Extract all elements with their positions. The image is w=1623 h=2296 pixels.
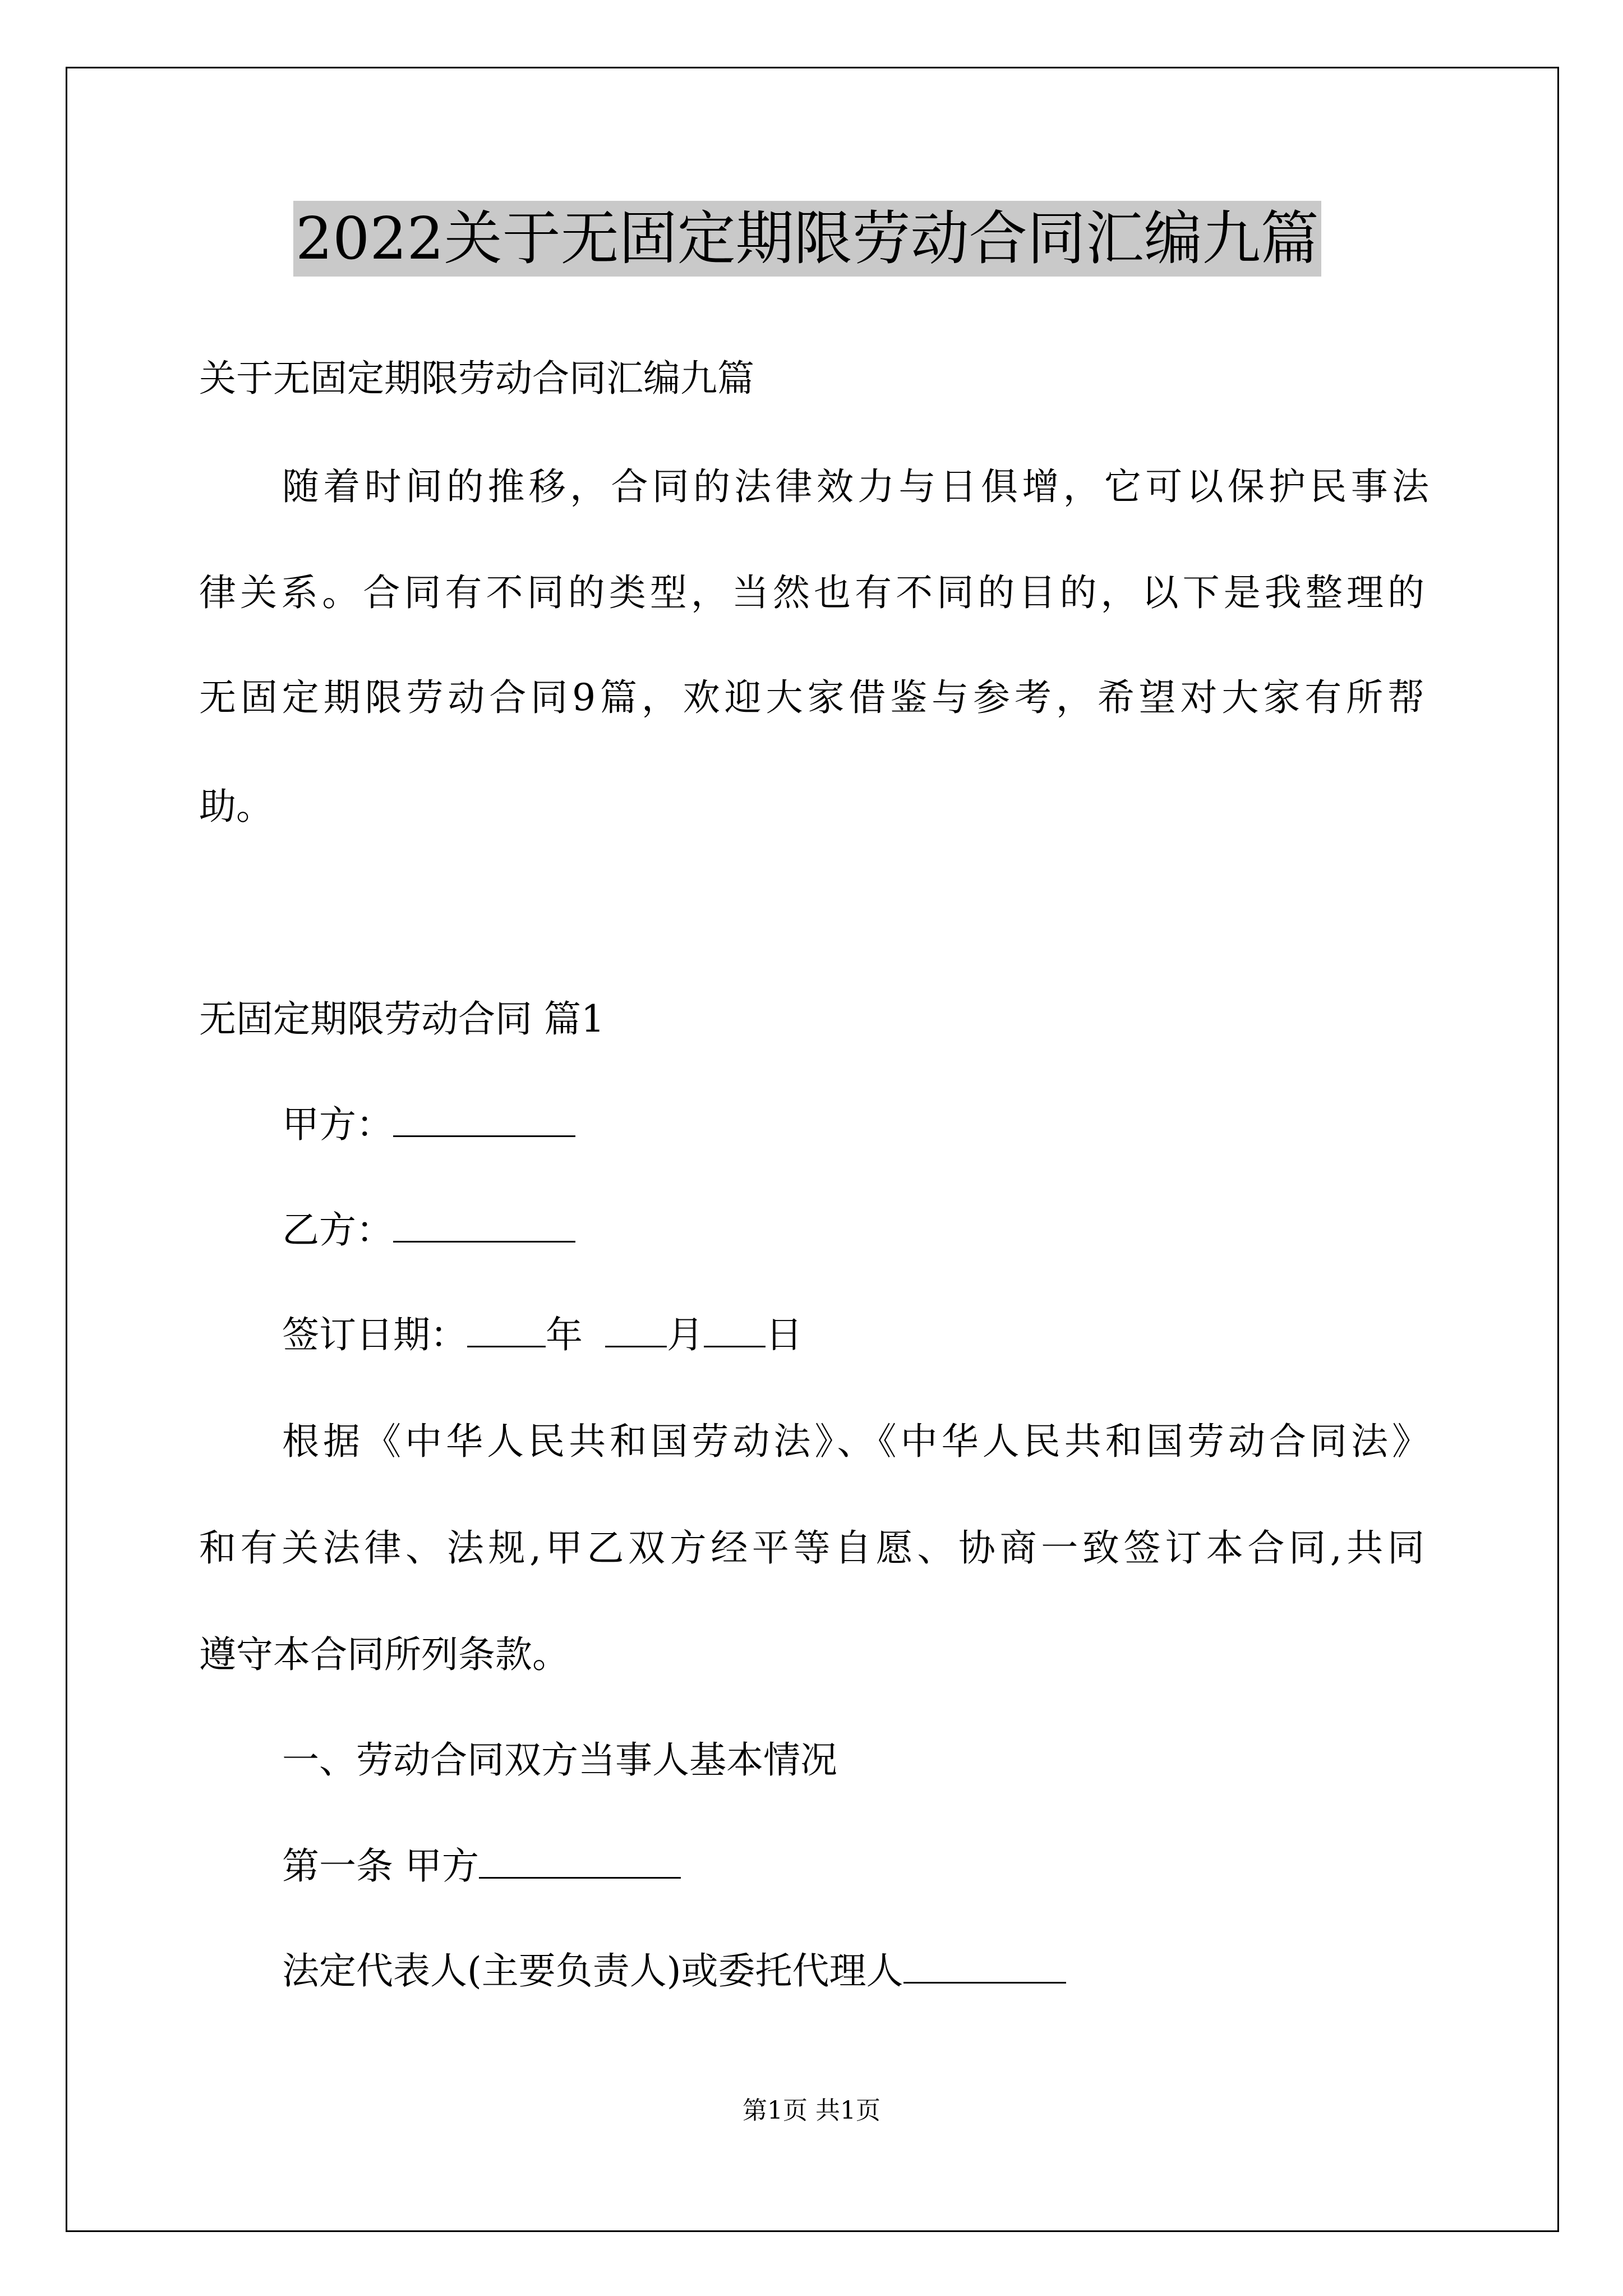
basis-line-3: 遵守本合同所列条款。 — [199, 1633, 569, 1676]
section-heading: 无固定期限劳动合同 篇1 — [199, 997, 605, 1041]
document-subtitle: 关于无固定期限劳动合同汇编九篇 — [199, 357, 754, 400]
party-a-row — [282, 1099, 575, 1150]
page-footer: 第1页 共1页 — [743, 2096, 880, 2125]
intro-line-2: 律关系。合同有不同的类型，当然也有不同的目的，以下是我整理的 — [199, 571, 1424, 614]
party-a-label: 甲方： — [282, 1103, 393, 1146]
intro-line-3: 无固定期限劳动合同9篇，欢迎大家借鉴与参考，希望对大家有所帮 — [199, 676, 1424, 719]
basis-line-1: 根据《中华人民共和国劳动法》、《中华人民共和国劳动合同法》 — [282, 1420, 1429, 1463]
sign-month-blank[interactable] — [605, 1312, 667, 1347]
sign-month-label: 月 — [667, 1313, 704, 1356]
sign-year-label: 年 — [546, 1313, 583, 1356]
party-b-row — [282, 1205, 575, 1255]
intro-line-1: 随着时间的推移，合同的法律效力与日俱增，它可以保护民事法 — [282, 465, 1429, 508]
basis-line-2: 和有关法律、法规,甲乙双方经平等自愿、协商一致签订本合同,共同 — [199, 1526, 1424, 1570]
sign-date-row — [282, 1310, 803, 1360]
sign-date-label: 签订日期： — [282, 1313, 467, 1356]
party-b-label: 乙方： — [282, 1208, 393, 1251]
article-1-label: 第一条 甲方 — [282, 1844, 479, 1888]
legal-rep-blank[interactable] — [903, 1948, 1066, 1984]
legal-rep-label: 法定代表人(主要负责人)或委托代理人 — [282, 1949, 903, 1993]
party-b-blank[interactable] — [393, 1207, 575, 1243]
intro-line-4: 助。 — [199, 785, 273, 828]
sign-day-label: 日 — [766, 1313, 803, 1356]
chapter-1-heading: 一、劳动合同双方当事人基本情况 — [282, 1738, 837, 1782]
legal-rep-row — [282, 1946, 1066, 1996]
document-title: 2022关于无固定期限劳动合同汇编九篇 — [293, 201, 1321, 277]
sign-year-blank[interactable] — [467, 1312, 546, 1347]
party-a-blank[interactable] — [393, 1102, 575, 1137]
sign-day-blank[interactable] — [704, 1312, 766, 1347]
party-a-name-blank[interactable] — [479, 1843, 681, 1879]
article-1-row — [282, 1841, 681, 1892]
